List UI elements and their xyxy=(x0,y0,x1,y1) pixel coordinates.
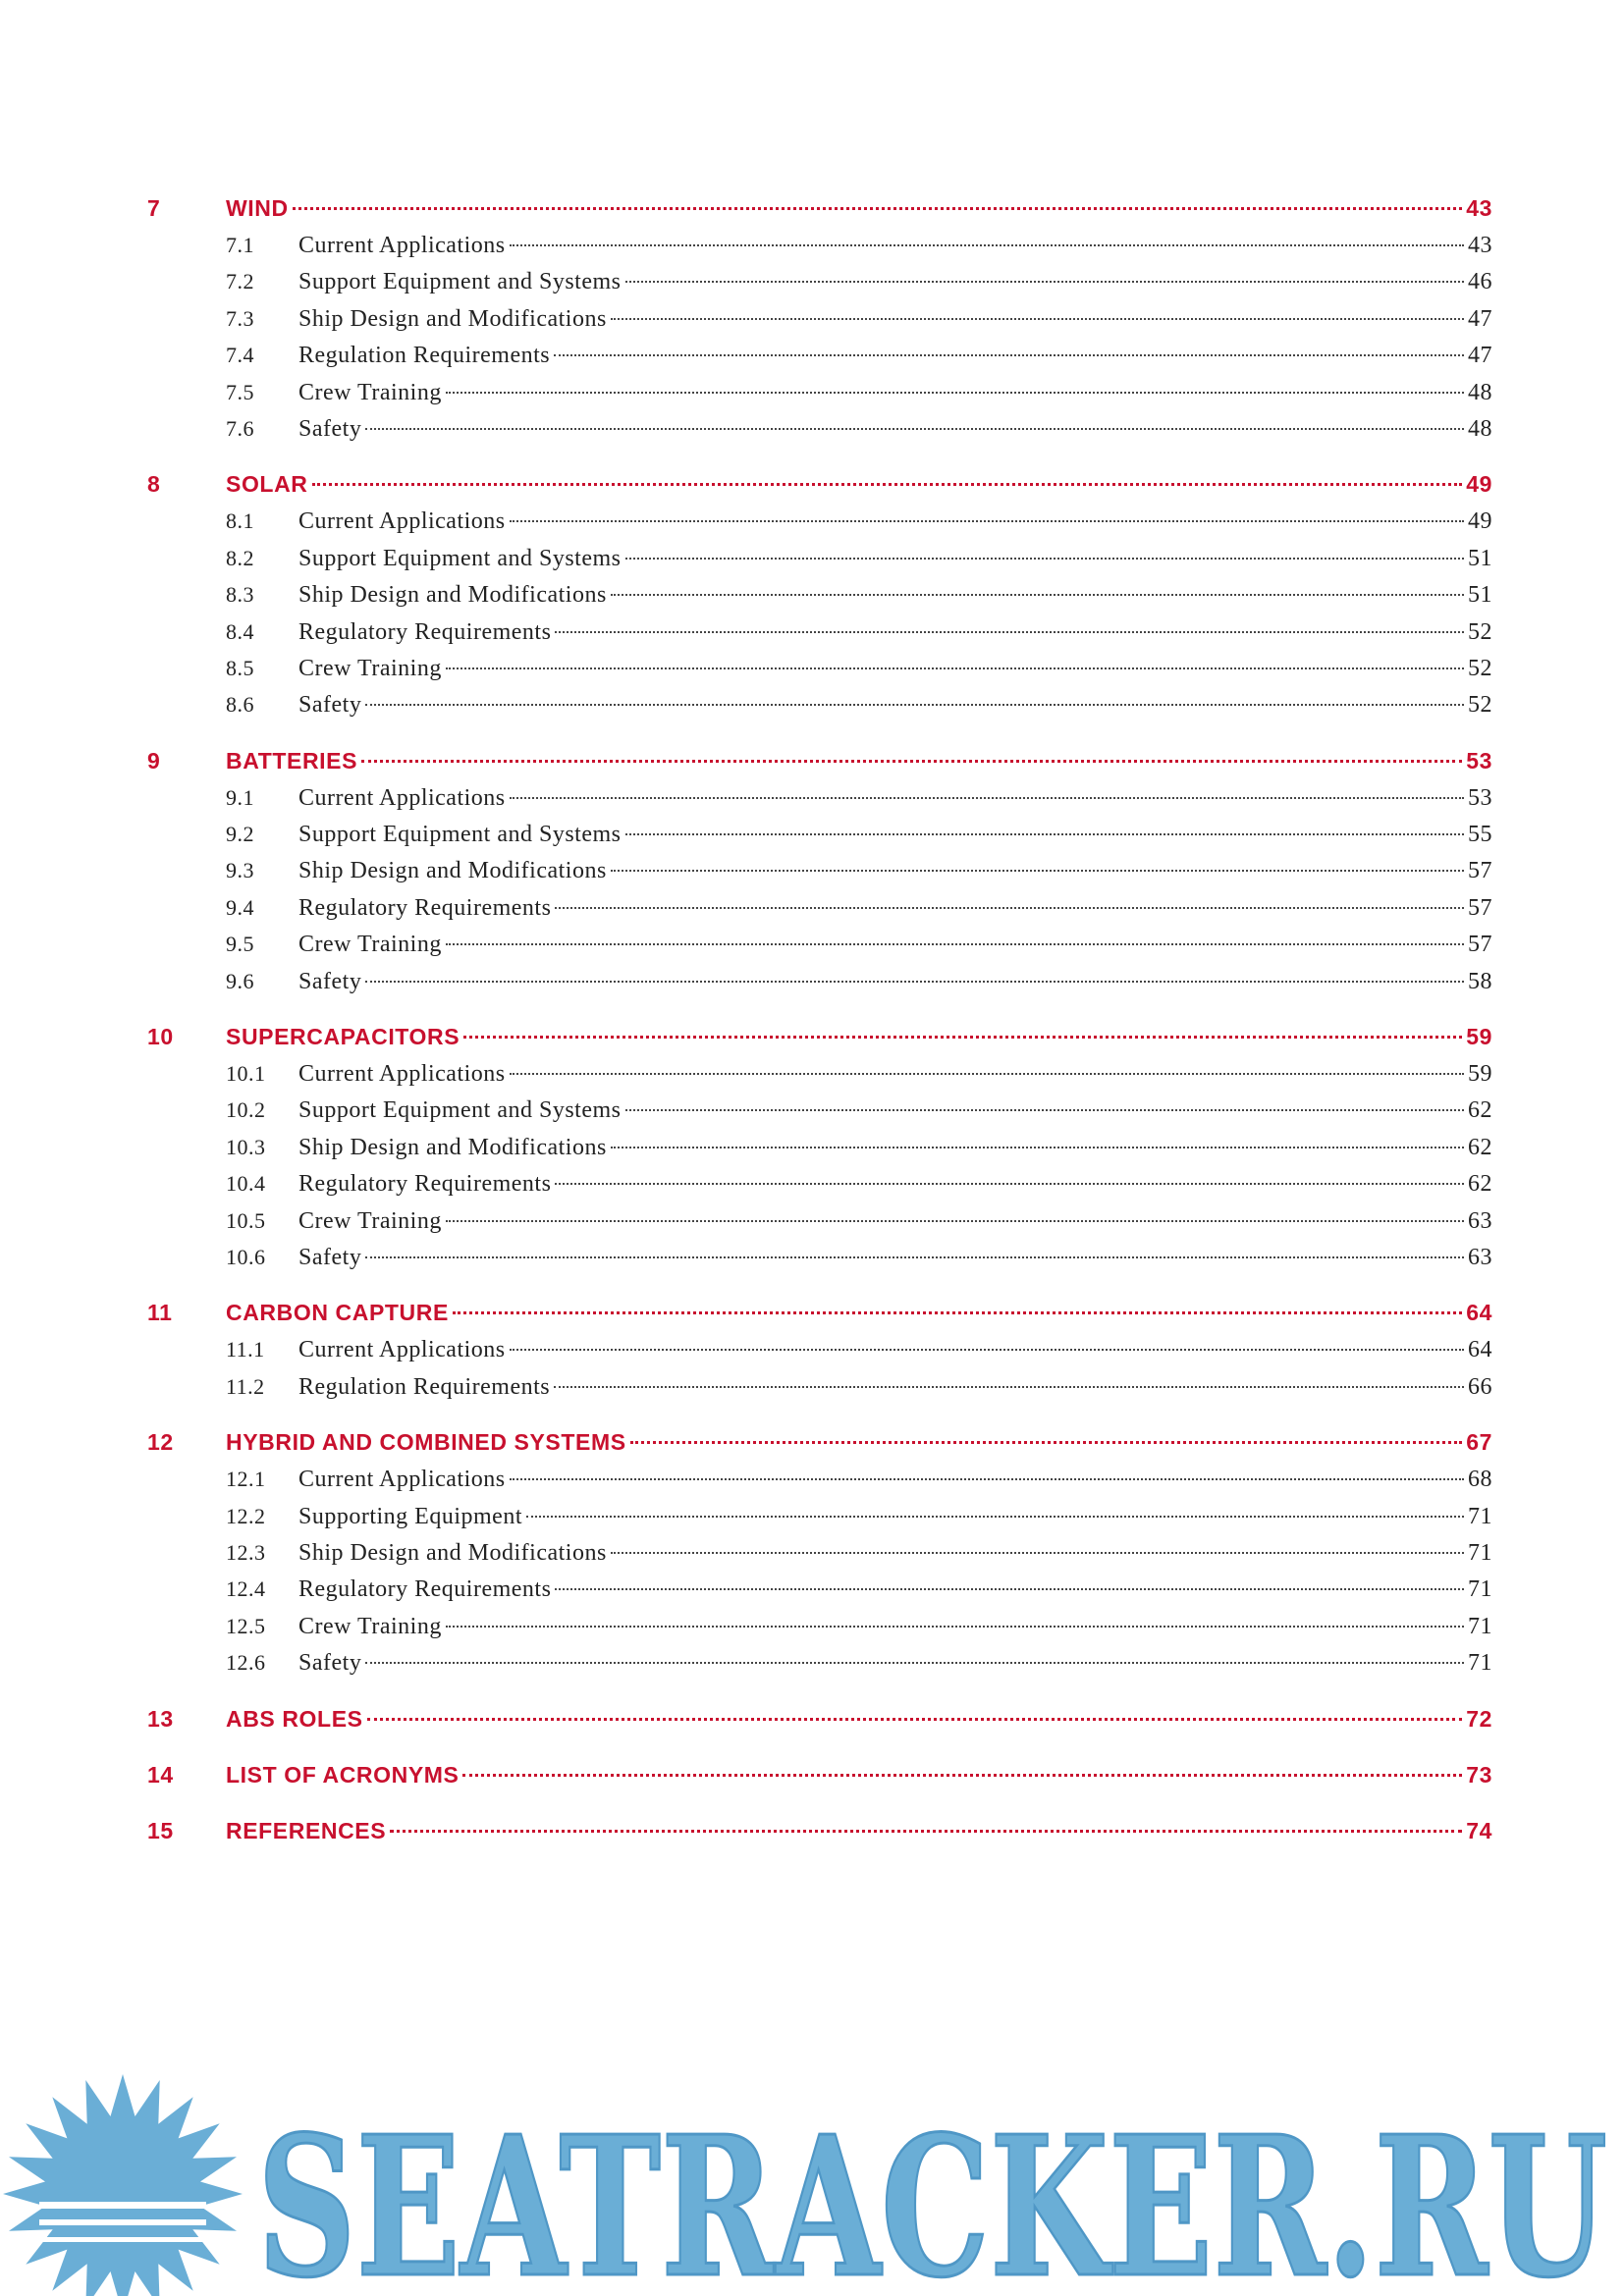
seatracker-watermark xyxy=(0,2056,1624,2296)
toc-entry-12-4[interactable] xyxy=(147,1571,1492,1607)
toc-chapter-number: 10 xyxy=(147,1024,174,1050)
toc-section xyxy=(147,1756,1492,1793)
toc-entry-9-3[interactable] xyxy=(147,852,1492,888)
toc-entry-14[interactable] xyxy=(147,1756,1492,1793)
dot-leader xyxy=(611,870,1464,872)
toc-section xyxy=(147,1294,1492,1405)
toc-page-number: 72 xyxy=(1466,1705,1492,1732)
toc-page-number: 71 xyxy=(1468,1539,1492,1566)
toc-subsection-title: Current Applications xyxy=(298,233,506,258)
toc-chapter-title: REFERENCES xyxy=(226,1817,387,1843)
toc-entry-13[interactable] xyxy=(147,1700,1492,1737)
toc-page-number: 55 xyxy=(1468,822,1492,848)
toc-subsection-number: 12.2 xyxy=(226,1503,266,1528)
dot-leader xyxy=(554,354,1464,356)
toc-entry-10-1[interactable] xyxy=(147,1055,1492,1092)
toc-entry-8[interactable] xyxy=(147,465,1492,503)
toc-subsection-title: Ship Design and Modifications xyxy=(298,1134,607,1160)
toc-subsection-number: 12.1 xyxy=(226,1467,266,1492)
toc-page-number: 53 xyxy=(1466,747,1492,774)
toc-page-number: 64 xyxy=(1468,1337,1492,1363)
toc-subsection-number: 9.5 xyxy=(226,932,254,957)
toc-subsection-title: Regulatory Requirements xyxy=(298,1576,552,1603)
toc-chapter-number: 8 xyxy=(147,471,161,498)
toc-subsection-title: Crew Training xyxy=(298,1207,442,1234)
toc-subsection-title: Current Applications xyxy=(298,508,506,535)
dot-leader xyxy=(554,1386,1464,1388)
dot-leader xyxy=(365,1662,1464,1664)
toc-subsection-number: 9.3 xyxy=(226,858,254,883)
toc-subsection-title: Crew Training xyxy=(298,1613,442,1639)
dot-leader xyxy=(611,1552,1464,1554)
dot-leader xyxy=(453,1311,1462,1314)
toc-section xyxy=(147,1423,1492,1681)
toc-page-number: 46 xyxy=(1468,269,1492,295)
toc-page-number: 73 xyxy=(1466,1761,1492,1788)
toc-chapter-title: HYBRID AND COMBINED SYSTEMS xyxy=(226,1429,626,1456)
dot-leader xyxy=(446,1220,1464,1222)
toc-entry-12-2[interactable] xyxy=(147,1498,1492,1534)
toc-subsection-title: Regulation Requirements xyxy=(298,343,551,369)
toc-entry-8-5[interactable] xyxy=(147,650,1492,686)
toc-page-number: 63 xyxy=(1468,1207,1492,1234)
toc-section xyxy=(147,742,1492,999)
dot-leader xyxy=(365,428,1464,430)
toc-entry-10[interactable] xyxy=(147,1018,1492,1055)
dot-leader xyxy=(361,760,1462,763)
dot-leader xyxy=(312,483,1463,486)
toc-subsection-number: 12.5 xyxy=(226,1613,266,1638)
dot-leader xyxy=(625,558,1465,560)
toc-subsection-number: 10.1 xyxy=(226,1061,266,1087)
toc-page-number: 71 xyxy=(1468,1503,1492,1529)
toc-subsection-number: 7.3 xyxy=(226,305,254,331)
toc-chapter-number: 9 xyxy=(147,747,161,774)
toc-entry-9-4[interactable] xyxy=(147,889,1492,926)
toc-subsection-title: Safety xyxy=(298,1650,362,1677)
dot-leader xyxy=(463,1036,1462,1039)
dot-leader xyxy=(510,1349,1464,1351)
toc-subsection-number: 8.3 xyxy=(226,582,254,608)
toc-chapter-title: BATTERIES xyxy=(226,747,358,774)
toc-entry-8-3[interactable] xyxy=(147,576,1492,613)
toc-subsection-number: 10.6 xyxy=(226,1244,266,1269)
toc-subsection-title: Supporting Equipment xyxy=(298,1503,522,1529)
toc-page-number: 57 xyxy=(1468,894,1492,921)
toc-subsection-number: 8.5 xyxy=(226,655,254,680)
toc-subsection-number: 8.1 xyxy=(226,508,254,534)
toc-page-number: 59 xyxy=(1466,1024,1492,1050)
toc-subsection-title: Support Equipment and Systems xyxy=(298,545,622,571)
toc-entry-12-3[interactable] xyxy=(147,1534,1492,1571)
toc-chapter-title: ABS ROLES xyxy=(226,1705,363,1732)
toc-subsection-title: Safety xyxy=(298,415,362,442)
toc-entry-11[interactable] xyxy=(147,1294,1492,1331)
toc-entry-10-4[interactable] xyxy=(147,1165,1492,1201)
toc-section xyxy=(147,1700,1492,1737)
toc-chapter-number: 7 xyxy=(147,195,161,221)
toc-section xyxy=(147,465,1492,722)
toc-subsection-number: 8.4 xyxy=(226,618,254,644)
toc-entry-8-6[interactable] xyxy=(147,686,1492,722)
toc-chapter-title: SOLAR xyxy=(226,471,308,498)
dot-leader xyxy=(625,1109,1465,1111)
toc-subsection-title: Safety xyxy=(298,968,362,994)
toc-entry-7-2[interactable] xyxy=(147,263,1492,299)
toc-chapter-title: SUPERCAPACITORS xyxy=(226,1024,460,1050)
toc-subsection-title: Crew Training xyxy=(298,379,442,405)
toc-subsection-title: Support Equipment and Systems xyxy=(298,269,622,295)
toc-subsection-title: Current Applications xyxy=(298,1061,506,1088)
dot-leader xyxy=(510,244,1464,246)
toc-subsection-title: Crew Training xyxy=(298,932,442,958)
toc-entry-7-6[interactable] xyxy=(147,410,1492,447)
toc-page-number: 66 xyxy=(1468,1373,1492,1400)
dot-leader xyxy=(611,1147,1464,1148)
toc-page-number: 71 xyxy=(1468,1576,1492,1603)
toc-page-number: 48 xyxy=(1468,379,1492,405)
dot-leader xyxy=(555,631,1464,633)
dot-leader xyxy=(526,1516,1464,1518)
toc-entry-10-3[interactable] xyxy=(147,1129,1492,1165)
toc-entry-11-1[interactable] xyxy=(147,1331,1492,1367)
toc-entry-8-2[interactable] xyxy=(147,540,1492,576)
toc-entry-15[interactable] xyxy=(147,1812,1492,1849)
watermark-text: SEATRACKER.RU xyxy=(257,2095,1607,2296)
dot-leader xyxy=(555,907,1464,909)
toc-page-number: 43 xyxy=(1468,233,1492,258)
toc-entry-10-6[interactable] xyxy=(147,1239,1492,1275)
toc-chapter-title: LIST OF ACRONYMS xyxy=(226,1761,460,1788)
toc-page-number: 47 xyxy=(1468,305,1492,332)
toc-subsection-number: 7.4 xyxy=(226,343,254,368)
dot-leader xyxy=(510,1478,1464,1480)
toc-entry-7-5[interactable] xyxy=(147,374,1492,410)
toc-entry-9-2[interactable] xyxy=(147,816,1492,852)
toc-subsection-title: Regulatory Requirements xyxy=(298,894,552,921)
toc-page-number: 47 xyxy=(1468,343,1492,369)
dot-leader xyxy=(462,1774,1462,1777)
toc-subsection-title: Current Applications xyxy=(298,1467,506,1493)
dot-leader xyxy=(630,1441,1463,1444)
dot-leader xyxy=(446,667,1464,669)
toc-subsection-title: Support Equipment and Systems xyxy=(298,1097,622,1124)
toc-subsection-number: 8.6 xyxy=(226,692,254,718)
toc-entry-12-5[interactable] xyxy=(147,1608,1492,1644)
toc-entry-12-1[interactable] xyxy=(147,1461,1492,1497)
toc-subsection-number: 7.2 xyxy=(226,269,254,294)
toc-page-number: 52 xyxy=(1468,655,1492,681)
toc-subsection-title: Safety xyxy=(298,692,362,719)
toc-subsection-number: 7.1 xyxy=(226,233,254,257)
toc-entry-7[interactable] xyxy=(147,189,1492,227)
toc-subsection-number: 8.2 xyxy=(226,545,254,570)
toc-entry-11-2[interactable] xyxy=(147,1368,1492,1405)
toc-page-number: 71 xyxy=(1468,1650,1492,1677)
toc-page-number: 64 xyxy=(1466,1300,1492,1326)
toc-entry-7-1[interactable] xyxy=(147,227,1492,263)
toc-subsection-title: Regulation Requirements xyxy=(298,1373,551,1400)
dot-leader xyxy=(365,704,1464,706)
toc-page-number: 62 xyxy=(1468,1171,1492,1198)
toc-subsection-number: 10.2 xyxy=(226,1097,266,1123)
toc-entry-9-6[interactable] xyxy=(147,963,1492,999)
toc-page-number: 49 xyxy=(1468,508,1492,535)
toc-subsection-number: 9.4 xyxy=(226,894,254,920)
toc-section xyxy=(147,1018,1492,1275)
dot-leader xyxy=(510,520,1464,522)
toc-subsection-number: 9.1 xyxy=(226,784,254,810)
dot-leader xyxy=(510,1073,1464,1075)
toc-page-number: 51 xyxy=(1468,545,1492,571)
dot-leader xyxy=(390,1830,1462,1833)
toc-chapter-number: 15 xyxy=(147,1817,174,1843)
toc-subsection-number: 7.6 xyxy=(226,415,254,441)
toc-page-number: 68 xyxy=(1468,1467,1492,1493)
toc-page-number: 52 xyxy=(1468,618,1492,645)
sun-burst-icon xyxy=(3,2074,243,2296)
toc-subsection-number: 10.3 xyxy=(226,1134,266,1159)
toc-subsection-title: Regulatory Requirements xyxy=(298,1171,552,1198)
dot-leader xyxy=(293,207,1462,210)
dot-leader xyxy=(367,1718,1463,1721)
toc-page-number: 62 xyxy=(1468,1134,1492,1160)
toc-entry-9[interactable] xyxy=(147,742,1492,779)
dot-leader xyxy=(365,1256,1464,1258)
toc-page-number: 49 xyxy=(1466,471,1492,498)
toc-page-number: 52 xyxy=(1468,692,1492,719)
toc-entry-10-2[interactable] xyxy=(147,1092,1492,1128)
toc-page-number: 71 xyxy=(1468,1613,1492,1639)
toc-page-number: 48 xyxy=(1468,415,1492,442)
table-of-contents xyxy=(147,189,1492,1868)
toc-page-number: 62 xyxy=(1468,1097,1492,1124)
toc-page-number: 67 xyxy=(1466,1429,1492,1456)
toc-subsection-title: Current Applications xyxy=(298,784,506,811)
toc-chapter-number: 14 xyxy=(147,1761,174,1788)
toc-subsection-number: 11.2 xyxy=(226,1373,265,1399)
toc-subsection-title: Ship Design and Modifications xyxy=(298,305,607,332)
toc-page-number: 59 xyxy=(1468,1061,1492,1088)
toc-chapter-title: WIND xyxy=(226,195,289,221)
toc-entry-12-6[interactable] xyxy=(147,1644,1492,1681)
toc-chapter-number: 13 xyxy=(147,1705,174,1732)
toc-subsection-number: 12.4 xyxy=(226,1576,266,1602)
toc-subsection-title: Ship Design and Modifications xyxy=(298,582,607,609)
toc-subsection-title: Regulatory Requirements xyxy=(298,618,552,645)
dot-leader xyxy=(611,594,1464,596)
toc-section xyxy=(147,1812,1492,1849)
toc-subsection-number: 10.4 xyxy=(226,1171,266,1197)
toc-subsection-number: 10.5 xyxy=(226,1207,266,1233)
dot-leader xyxy=(611,318,1464,320)
toc-page-number: 57 xyxy=(1468,932,1492,958)
toc-subsection-title: Current Applications xyxy=(298,1337,506,1363)
toc-chapter-number: 12 xyxy=(147,1429,174,1456)
toc-section xyxy=(147,189,1492,447)
toc-page-number: 63 xyxy=(1468,1244,1492,1270)
toc-entry-8-4[interactable] xyxy=(147,614,1492,650)
toc-subsection-title: Safety xyxy=(298,1244,362,1270)
toc-chapter-number: 11 xyxy=(147,1300,173,1326)
toc-subsection-number: 9.2 xyxy=(226,822,254,847)
toc-subsection-title: Support Equipment and Systems xyxy=(298,822,622,848)
toc-entry-9-5[interactable] xyxy=(147,926,1492,962)
toc-entry-12[interactable] xyxy=(147,1423,1492,1461)
toc-page-number: 51 xyxy=(1468,582,1492,609)
dot-leader xyxy=(446,392,1464,394)
toc-page-number: 58 xyxy=(1468,968,1492,994)
dot-leader xyxy=(365,981,1464,983)
toc-chapter-title: CARBON CAPTURE xyxy=(226,1300,449,1326)
toc-entry-8-1[interactable] xyxy=(147,503,1492,539)
toc-subsection-number: 9.6 xyxy=(226,968,254,993)
toc-subsection-title: Ship Design and Modifications xyxy=(298,858,607,884)
toc-subsection-title: Crew Training xyxy=(298,655,442,681)
dot-leader xyxy=(625,833,1465,835)
dot-leader xyxy=(625,281,1465,283)
dot-leader xyxy=(555,1183,1464,1185)
dot-leader xyxy=(446,1626,1464,1628)
toc-entry-9-1[interactable] xyxy=(147,779,1492,816)
toc-subsection-title: Ship Design and Modifications xyxy=(298,1539,607,1566)
toc-subsection-number: 11.1 xyxy=(226,1337,265,1362)
toc-subsection-number: 7.5 xyxy=(226,379,254,404)
dot-leader xyxy=(446,943,1464,945)
toc-page-number: 74 xyxy=(1466,1817,1492,1843)
toc-page-number: 43 xyxy=(1466,195,1492,221)
toc-page-number: 57 xyxy=(1468,858,1492,884)
toc-page-number: 53 xyxy=(1468,784,1492,811)
dot-leader xyxy=(510,797,1464,799)
toc-entry-7-3[interactable] xyxy=(147,300,1492,337)
toc-entry-10-5[interactable] xyxy=(147,1202,1492,1239)
toc-subsection-number: 12.6 xyxy=(226,1650,266,1676)
toc-subsection-number: 12.3 xyxy=(226,1539,266,1565)
dot-leader xyxy=(555,1588,1464,1590)
toc-entry-7-4[interactable] xyxy=(147,337,1492,373)
